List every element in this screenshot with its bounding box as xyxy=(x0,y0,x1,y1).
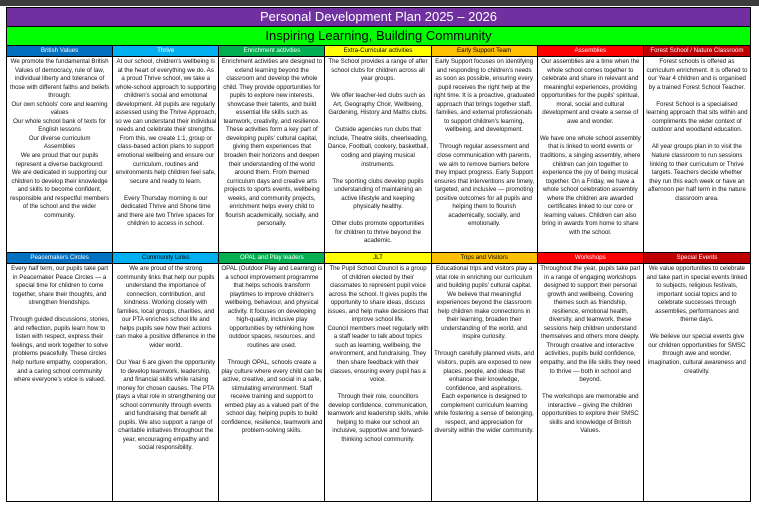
section-body: Forest schools is offered as curriculum enrichment. It is offered to our Year 4 children and is organised by a trained Forest School Teacher. Forest School is a specialised learning approach that sits within and compliments the wider context of outdoor and woodland education. All year groups plan in to visit the Nature classroom to run sessions linking to their curriculum or Thrive targets. Teachers decide whether they run this each week or have an afternoon per half term in the nature classroom area. xyxy=(646,58,748,202)
section-heading: Peacemakers Circles xyxy=(7,253,112,264)
section-peacemakers-circles xyxy=(7,253,113,501)
page-title: Personal Development Plan 2025 – 2026 xyxy=(7,8,750,27)
page-subtitle: Inspiring Learning, Building Community xyxy=(7,27,750,46)
section-body: Our assemblies are a time when the whole school comes together to celebrate and share in relevant and meaningful experiences, providing opportunities for the pupils' spiritual, moral, social and cultural development and create a sense of awe and wonder. We have one whole school assembly that is linked to world events or traditions, a singing assembly, where children can join together to experience the joy of being musical together. On a Friday, we have a whole school celebration assembly where the children are awarded certificates linked to our core or learning values. Children can also bring in awards from home to share with the school. xyxy=(539,58,641,236)
section-trips-visitors xyxy=(432,253,538,501)
section-body: We are proud of the strong community links that help our pupils understand the importance of connection, contribution, and kindness. Working closely with families, local groups, charities, and our PTA enriches school life and helps pupils see how their actions can make a positive difference in the wider world. Our Year 6 are given the opportunity to develop teamwork, leadership, and financial skills while raising money for chosen causes. The PTA plays a vital role in strengthening our school community through events and fundraising that benefit all pupils. We also support a range of charitable initiatives throughout the year, encouraging empathy and social responsibility. xyxy=(115,265,216,452)
section-heading: Extra-Curricular activities xyxy=(325,46,430,57)
section-body: Every half term, our pupils take part in Peacemaker Peace Circles — a special time for children to come together, share their thoughts, and strengthen friendships. Through guided discussions, stories, and reflection, pupils learn how to listen with respect, express their feelings, and work together to solve problems peacefully. These circles help nurture empathy, cooperation, and a caring school community where everyone's voice is valued. xyxy=(9,265,110,384)
window-top-bar xyxy=(0,0,759,6)
section-opal-play-leaders xyxy=(219,253,325,501)
section-workshops xyxy=(538,253,644,501)
section-body: Educational trips and visitors play a vital role in enriching our curriculum and building pupils' cultural capital. We believe that meaningful experiences beyond the classroom help children make connections in their learning, broaden their understanding of the world, and inspire curiosity. Through carefully planned visits, and visitors, pupils are exposed to new places, people, and ideas that enhance their knowledge, confidence, and aspirations. Each experience is designed to complement curriculum learning while fostering a sense of belonging, respect, and appreciation for diversity within the wider community. xyxy=(434,265,535,435)
section-special-events xyxy=(644,253,750,501)
bottom-section-row xyxy=(7,253,750,501)
section-heading: Community Links xyxy=(113,253,218,264)
section-enrichment-activities xyxy=(219,46,325,252)
personal-development-plan-sheet xyxy=(6,7,751,502)
section-early-support-team xyxy=(432,46,538,252)
section-community-links xyxy=(113,253,219,501)
section-heading: Trips and Visitors xyxy=(432,253,537,264)
section-heading: Thrive xyxy=(113,46,218,57)
section-heading: Special Events xyxy=(644,253,750,264)
section-assemblies xyxy=(538,46,644,252)
section-body: We promote the fundamental British Values of democracy, rule of law, individual liberty and tolerance of those with different faiths and beliefs through: Our own schools' core and learning values Our whole school bank of texts for English lessons Our diverse curriculum Assemblies We are proud that our pupils represent a diverse background. We are dedicated in supporting our children to develop their knowledge and skills to become confident, responsible and respectful members of the school and the wider community. xyxy=(9,58,110,219)
top-section-row xyxy=(7,46,750,253)
section-body: OPAL (Outdoor Play and Learning) is a school improvement programme that helps schools transform playtimes to improve children's wellbeing, behaviour, and physical activity. It focuses on developing high-quality, inclusive play opportunities by rethinking how outdoor spaces, resources, and routines are used. Through OPAL, schools create a play culture where every child can be active, creative, and social in a safe, stimulating environment. Staff receive training and support to embed play as a valued part of the school day, helping pupils to build confidence, resilience, teamwork and problem-solving skills. xyxy=(221,265,323,435)
section-body: At our school, children's wellbeing is at the heart of everything we do. As a proud Thrive school, we take a whole-school approach to supporting children's social and emotional development. All pupils are regularly assessed using the Thrive Approach, so we can understand their individual needs and celebrate their strengths. From this, we create 1:1, group or class-based action plans to support emotional wellbeing and ensure our curriculum, routines and environments help children feel safe, secure and ready to learn. Every Thursday morning is our dedicated Thrive and Shone time and there are two Thrive spaces for children to access in school. xyxy=(115,58,217,228)
section-forest-school xyxy=(644,46,750,252)
section-heading: British Values xyxy=(7,46,112,57)
section-heading: Workshops xyxy=(538,253,643,264)
section-body: Throughout the year, pupils take part in a range of engaging workshops designed to support their personal growth and wellbeing. Covering themes such as friendship, resilience, emotional health, diversity, and teamwork, these sessions help children understand themselves and others more deeply. Through creative and interactive activities, pupils build confidence, empathy, and the life skills they need to thrive — both in school and beyond. The workshops are memorable and interactive – giving the children opportunities to explore their SMSC skills and knowledge of British Values. xyxy=(540,265,641,435)
section-heading: Assemblies xyxy=(538,46,643,57)
section-body: We value opportunities to celebrate and take part in special events linked to subjects, religious festivals, important social topics and to celebrate successes through assemblies, performances and theme days. We believe our special events give our children opportunities for SMSC through awe and wonder, imagination, cultural awareness and creativity. xyxy=(646,265,748,375)
section-body: Enrichment activities are designed to extend learning beyond the classroom and develop the whole child. They provide opportunities for pupils to explore new interests, showcase their talents, and build essential life skills such as teamwork, creativity, and resilience. These activities form a key part of developing pupils' cultural capital, giving them experiences that broaden their horizons and deepen their understanding of the world around them. From themed curriculum days and creative arts projects to sports events, wellbeing weeks, and community projects, enrichment helps every child to flourish academically, socially, and personally. xyxy=(221,58,323,228)
section-thrive xyxy=(113,46,219,252)
section-british-values xyxy=(7,46,113,252)
section-heading: Forest School / Nature Classroom xyxy=(644,46,750,57)
section-body: Early Support focuses on identifying and responding to children's needs as soon as possible, ensuring every pupil receives the right help at the right time. It is a proactive, graduated approach that brings together staff, families, and external professionals to support children's learning, wellbeing, and development. Through regular assessment and close communication with parents, we aim to remove barriers before they impact progress. Early Support ensures that interventions are timely, targeted, and inclusive — promoting positive outcomes for all pupils and helping them to flourish academically, socially, and emotionally. xyxy=(433,58,535,228)
section-body: The Pupil School Council is a group of children elected by their classmates to represent pupil voice across the school. It gives pupils the opportunity to share ideas, discuss issues, and help make decisions that improve school life. Council members meet regularly with a staff leader to talk about topics such as learning, wellbeing, the environment, and fundraising. They then share feedback with their classes, ensuring every pupil has a voice. Through their role, councillors develop confidence, communication, teamwork and leadership skills, while helping to make our school an inclusive, supportive and forward-thinking school community. xyxy=(327,265,429,443)
section-heading: Early Support Team xyxy=(432,46,537,57)
section-heading: Enrichment activities xyxy=(219,46,324,57)
section-extra-curricular-activities xyxy=(325,46,431,252)
section-heading: OPAL and Play leaders xyxy=(219,253,324,264)
section-jlt xyxy=(325,253,431,501)
section-body: The School provides a range of after school clubs for children across all year groups. We offer teacher-led clubs such as Art, Geography Choir, Wellbeing, Gardening, History and Maths clubs. Outside agencies run clubs that include, Theatre skills, cheerleading, Dance, Football, cookery, basketball, coding and playing musical instruments. The sporting clubs develop pupils understanding of maintaining an active lifestyle and keeping physically healthy. Other clubs promote opportunities for children to thrive beyond the academic. xyxy=(327,58,429,245)
section-heading: JLT xyxy=(325,253,430,264)
